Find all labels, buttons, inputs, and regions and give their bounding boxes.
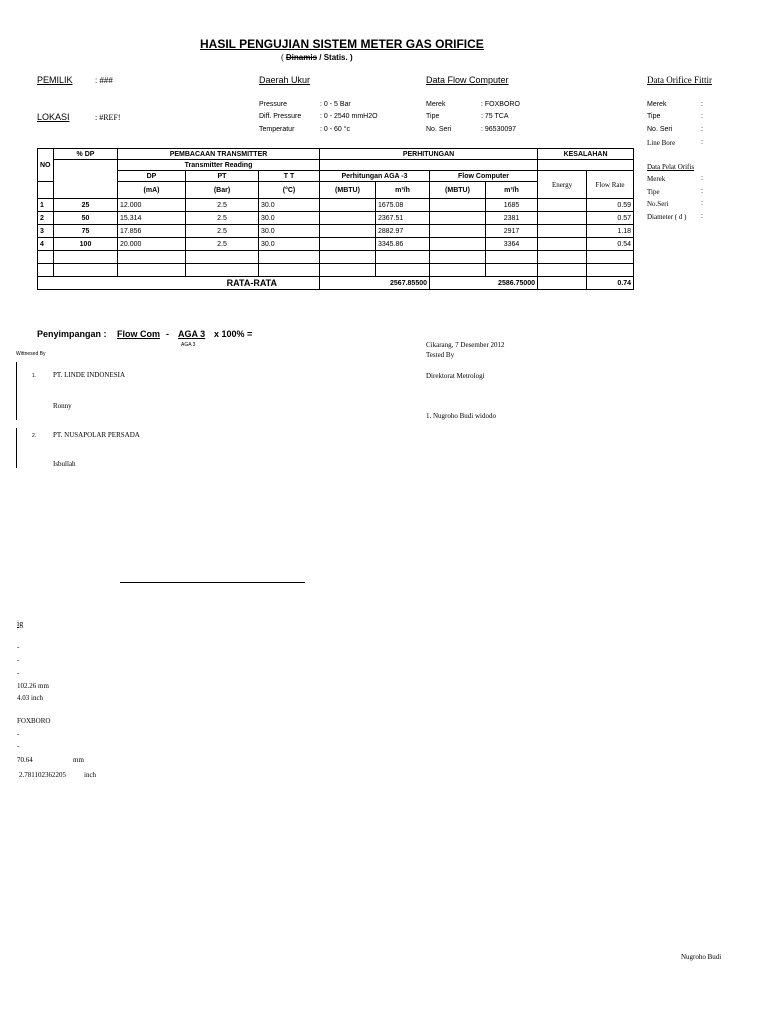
subtitle-statis: / Statis. ) <box>319 53 353 62</box>
cell-flow-rate: 1.18 <box>587 225 634 238</box>
table-row <box>38 225 634 238</box>
cell-fc-mbtu <box>430 238 486 251</box>
cell-no: 1 <box>38 199 54 212</box>
of-tipe-label: Tipe <box>647 113 661 120</box>
header-pt: PT <box>186 171 259 182</box>
penyimpangan-label: Penyimpangan : <box>37 329 107 339</box>
witness-1-company: PT. LINDE INDONESIA <box>53 371 125 379</box>
cell-dp: 15.314 <box>118 212 186 225</box>
unit-m3h-fc: m³/h <box>486 182 538 199</box>
cell-fc-m3h: 1685 <box>486 199 538 212</box>
cell-pct: 100 <box>54 238 118 251</box>
witnessed-label: Wittnesed By <box>16 351 46 357</box>
daerah-ukur-pressure-value: : 0 - 5 Bar <box>320 101 351 108</box>
of-linebore-label: Line Bore <box>647 139 676 147</box>
line-bore-inch: 4.03 inch <box>17 694 44 702</box>
cell-pt: 2.5 <box>186 199 259 212</box>
cell-tt: 30.0 <box>259 212 320 225</box>
po-tipe-colon: : <box>701 188 703 195</box>
cell-no: 4 <box>38 238 54 251</box>
unit-mbtu-aga: (MBTU) <box>320 182 376 199</box>
of-tipe-colon: : <box>701 113 703 120</box>
cell-tt: 30.0 <box>259 225 320 238</box>
cell-aga-mbtu <box>320 238 376 251</box>
cell-fc-m3h: 3364 <box>486 238 538 251</box>
header-tt: T T <box>259 171 320 182</box>
table-row-average <box>38 277 634 290</box>
header-transmitter-reading: Transmitter Reading <box>118 160 320 171</box>
cell-pct: 75 <box>54 225 118 238</box>
cell-energy <box>538 199 587 212</box>
header-kesalahan: KESALAHAN <box>538 149 634 160</box>
diameter-mm-value: 70.64 <box>17 756 33 764</box>
penyimpangan-aga3-small: AGA 3 <box>181 342 196 348</box>
daerah-ukur-pressure-label: Pressure <box>259 101 288 108</box>
overflow-dash-5: - <box>17 742 20 750</box>
table-row-empty <box>38 251 634 264</box>
cell-dp: 20.000 <box>118 238 186 251</box>
table-row-empty <box>38 264 634 277</box>
cell-flow-rate: 0.54 <box>587 238 634 251</box>
cell-dp: 12.000 <box>118 199 186 212</box>
unit-m3h-aga: m³/h <box>376 182 430 199</box>
cell-fc-mbtu <box>430 212 486 225</box>
header-aga3: Perhitungan AGA -3 <box>320 171 430 182</box>
subtitle-open: ( <box>281 53 284 62</box>
rata-rata-flow: 0.74 <box>587 277 634 290</box>
tested-org: Direktorat Metrologi <box>426 372 485 380</box>
po-diameter-colon: : <box>701 213 703 220</box>
header-flow-rate: Flow Rate <box>587 171 634 199</box>
cell-fc-mbtu <box>430 199 486 212</box>
of-merek-label: Merek <box>647 101 667 108</box>
po-merek-label: Merek <box>647 175 666 183</box>
daerah-ukur-diff-label: Diff. Pressure <box>259 113 302 120</box>
cell-fc-m3h: 2381 <box>486 212 538 225</box>
table-row <box>38 199 634 212</box>
header-energy: Energy <box>538 171 587 199</box>
subtitle-dinamis-struck: Dinamis <box>285 53 318 62</box>
cell-flow-rate: 0.59 <box>587 199 634 212</box>
daerah-ukur-diff-value: : 0 - 2540 mmH2O <box>320 113 378 120</box>
results-table <box>37 148 634 290</box>
rata-rata-energy <box>538 277 587 290</box>
penyimpangan-minus: - <box>166 329 169 339</box>
overflow-dash-2: - <box>17 656 20 664</box>
witness-1-number: 1. <box>32 373 37 379</box>
fc-tipe-value: : 75 TCA <box>481 113 509 120</box>
tested-label: Tested By <box>426 351 455 359</box>
cell-no: 2 <box>38 212 54 225</box>
witness-2-bar <box>16 428 17 468</box>
cell-fc-m3h: 2917 <box>486 225 538 238</box>
lokasi-value: : #REF! <box>95 113 121 122</box>
po-seri-label: No.Seri <box>647 200 669 208</box>
table-row <box>38 238 634 251</box>
tested-place-date: Cikarang, 7 Desember 2012 <box>426 341 505 349</box>
po-merek-colon: : <box>701 175 703 182</box>
unit-mbtu-fc: (MBTU) <box>430 182 486 199</box>
header-pembacaan: PEMBACAAN TRANSMITTER <box>118 149 320 160</box>
daerah-ukur-title: Daerah Ukur <box>259 75 311 85</box>
penyimpangan-aga3: AGA 3 <box>178 329 206 339</box>
orifice-fitting-title: Data Orifice Fittir <box>647 75 712 85</box>
overflow-merek: FOXBORO <box>17 717 51 725</box>
overflow-dash-1: - <box>17 643 20 651</box>
fc-seri-label: No. Seri <box>426 126 452 133</box>
cell-pt: 2.5 <box>186 238 259 251</box>
penyimpangan-x100: x 100% = <box>214 329 253 339</box>
po-diameter-label: Diameter ( d ) <box>647 213 687 221</box>
pct-header-blank <box>54 160 118 199</box>
cell-energy <box>538 225 587 238</box>
footer-name: Nugroho Budi <box>681 953 722 961</box>
of-linebore-colon: : <box>701 139 703 146</box>
diameter-inch-value: 2.781102362205 <box>19 771 66 779</box>
witness-2-number: 2. <box>32 433 37 439</box>
kesalahan-blank <box>538 160 634 171</box>
cell-aga-mbtu <box>320 212 376 225</box>
page-title: HASIL PENGUJIAN SISTEM METER GAS ORIFICE <box>200 37 484 51</box>
overflow-dash-4: - <box>17 730 20 738</box>
rata-rata-label: RATA-RATA <box>38 277 320 290</box>
cell-dp: 17.856 <box>118 225 186 238</box>
table-row <box>38 212 634 225</box>
cell-pt: 2.5 <box>186 225 259 238</box>
fc-merek-value: : FOXBORO <box>481 101 520 108</box>
no-unit-blank <box>38 182 54 199</box>
overflow-dash-3: - <box>17 669 20 677</box>
cell-fc-mbtu <box>430 225 486 238</box>
of-seri-label: No. Seri <box>647 126 673 133</box>
cell-pct: 50 <box>54 212 118 225</box>
unit-c: (°C) <box>259 182 320 199</box>
po-seri-colon: : <box>701 200 703 207</box>
witness-2-company: PT. NUSAPOLAR PERSADA <box>53 431 140 439</box>
perhitungan-blank <box>320 160 538 171</box>
header-dp: DP <box>118 171 186 182</box>
header-perhitungan: PERHITUNGAN <box>320 149 538 160</box>
fc-merek-label: Merek <box>426 101 446 108</box>
header-pct-dp: % DP <box>54 149 118 160</box>
cell-pct: 25 <box>54 199 118 212</box>
pemilik-label: PEMILIK <box>37 75 73 85</box>
of-seri-colon: : <box>701 126 703 133</box>
fc-tipe-label: Tipe <box>426 113 440 120</box>
diameter-mm-unit: mm <box>73 756 84 764</box>
lokasi-label: LOKASI <box>37 112 70 122</box>
witness-1-bar <box>16 362 17 420</box>
witness-1-person: Ronny <box>53 402 72 410</box>
diameter-inch-unit: inch <box>84 771 97 779</box>
daerah-ukur-temp-value: : 0 - 60 °c <box>320 126 351 133</box>
cell-energy <box>538 212 587 225</box>
penyimpangan-flow-com: Flow Com <box>117 329 160 339</box>
cell-pt: 2.5 <box>186 212 259 225</box>
cell-energy <box>538 238 587 251</box>
header-flow-computer: Flow Computer <box>430 171 538 182</box>
line-bore-mm: 102.26 mm <box>17 682 49 690</box>
cell-no: 3 <box>38 225 54 238</box>
tested-person: 1. Nugroho Budi widodo <box>426 412 496 420</box>
plat-orifis-title: Data Pelat Orifis <box>647 163 695 171</box>
witness-2-person: Isbullah <box>53 460 76 468</box>
cell-aga-m3h: 2882.97 <box>376 225 430 238</box>
cell-aga-m3h: 3345.86 <box>376 238 430 251</box>
unit-bar: (Bar) <box>186 182 259 199</box>
flow-computer-title: Data Flow Computer <box>426 75 509 85</box>
po-tipe-label: Tipe <box>647 188 660 196</box>
cell-aga-mbtu <box>320 225 376 238</box>
rata-rata-fc: 2586.75000 <box>430 277 538 290</box>
of-merek-colon: : <box>701 101 703 108</box>
overflow-fragment: ig <box>17 619 24 628</box>
cell-flow-rate: 0.57 <box>587 212 634 225</box>
pemilik-value: : ### <box>95 76 113 85</box>
daerah-ukur-temp-label: Temperatur <box>259 126 295 133</box>
signature-line <box>120 582 305 583</box>
cell-aga-m3h: 2367.51 <box>376 212 430 225</box>
cell-aga-mbtu <box>320 199 376 212</box>
cell-tt: 30.0 <box>259 199 320 212</box>
cell-aga-m3h: 1675.08 <box>376 199 430 212</box>
rata-rata-aga: 2567.85500 <box>320 277 430 290</box>
header-no: NO <box>38 149 54 182</box>
cell-tt: 30.0 <box>259 238 320 251</box>
unit-ma: (mA) <box>118 182 186 199</box>
page-subtitle <box>281 53 353 62</box>
fc-seri-value: : 96530097 <box>481 126 517 133</box>
